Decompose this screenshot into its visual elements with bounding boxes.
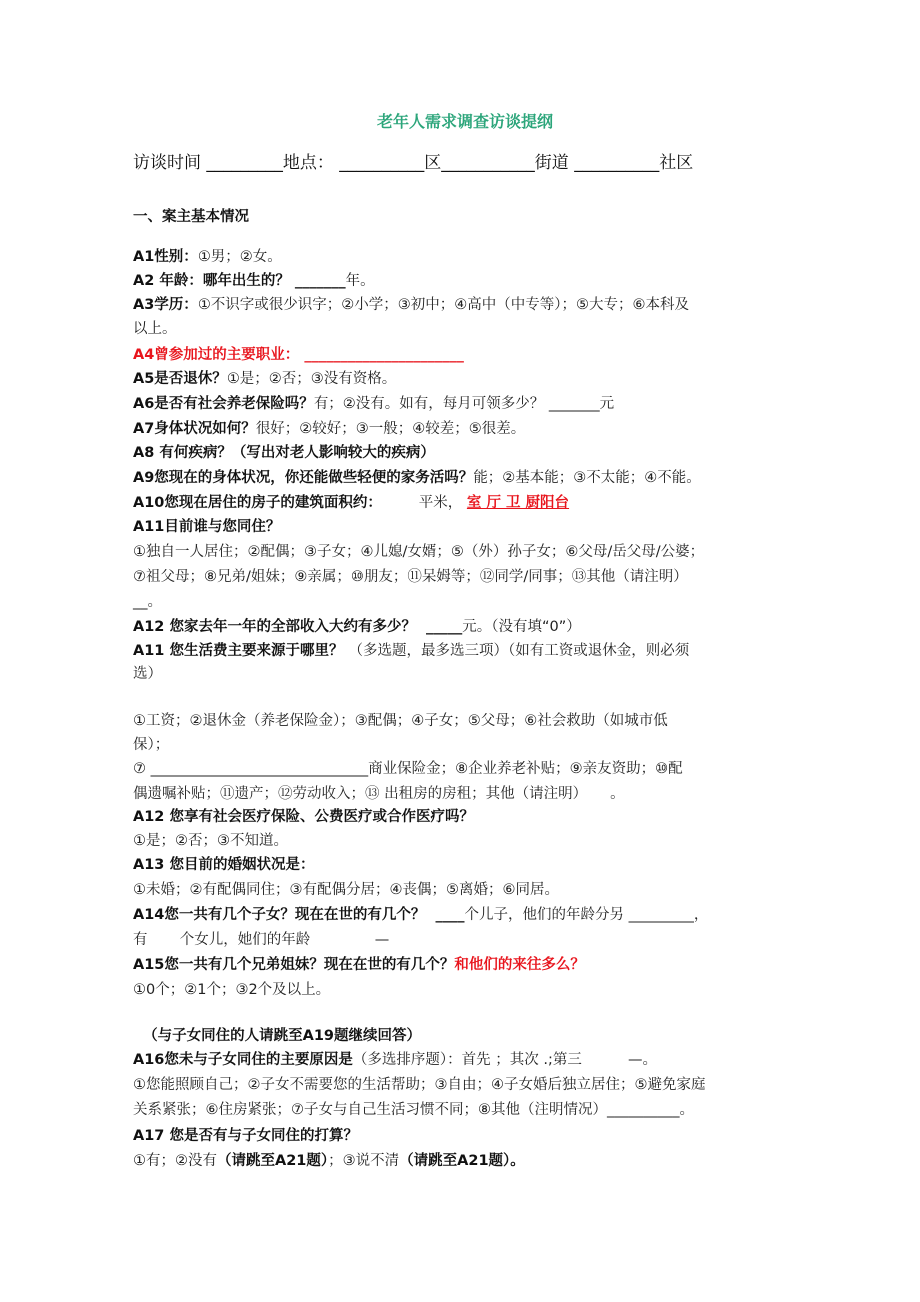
line-text: 元。（没有填“0”） [462,619,581,635]
document-line [133,759,683,779]
document-line [133,592,162,612]
document-line [133,1026,421,1046]
document-line [133,271,375,291]
question-text: （请跳至A21题） [217,1153,329,1169]
line-text: 年。 [345,273,375,289]
question-text: A17 您是否有与子女同住的打算？ [133,1128,358,1144]
document-line [133,617,581,637]
line-text: 有 个女儿，她们的年龄 — [133,932,390,948]
document-line [133,247,282,267]
highlighted-text: 室 厅 卫 厨阳台 [466,495,570,511]
document-line [133,664,162,684]
document-line [133,345,464,365]
document-line [133,807,474,827]
document-line [133,369,396,389]
line-text: 关系紧张；⑥住房紧张；⑦子女与自己生活习惯不同；⑧其他（注明情况）__________。 [133,1102,694,1118]
question-text: A8 有何疾病？（写出对老人影响较大的疾病） [133,445,435,461]
line-text: 保）； [133,737,170,753]
question-text: A6是否有社会养老保险吗？ [133,396,314,412]
line-text: （多选题，最多选三项）（如有工资或退休金，则必须 [348,643,690,659]
line-text: ①独自一人居住；②配偶；③子女；④儿媳/女婿；⑤（外）孙子女；⑥父母/岳父母/公婆； [133,544,705,560]
question-text: A13 您目前的婚姻状况是： [133,857,315,873]
document-line [133,419,525,439]
document-line [133,517,280,537]
document-line [133,207,249,227]
line-text: 以上。 [133,321,177,337]
question-text: （请跳至A21题）。 [399,1153,525,1169]
question-text: A15您一共有几个兄弟姐妹？现在在世的有几个？ [133,957,455,973]
document-line [133,443,435,463]
line-text: ①是；②否；③不知道。 [133,833,288,849]
highlighted-text: A4曾参加过的主要职业： ______________________ [133,347,464,363]
line-text: 个儿子，他们的年龄分另 _________， [464,907,709,923]
question-text: A7身体状况如何？ [133,421,256,437]
question-text: A9您现在的身体状况，你还能做些轻便的家务活吗？ [133,470,474,486]
document-line [133,394,614,414]
line-text: 平米， [381,495,467,511]
document-line [133,641,689,661]
highlighted-text: 和他们的来往多么？ [454,957,585,973]
line-text: 有；②没有。如有，每月可领多少？ _______元 [313,396,615,412]
line-text: ①男；②女。 [197,249,282,265]
document-line [133,319,177,339]
document-line [133,493,569,513]
document-line [133,905,708,925]
question-text: 一、案主基本情况 [133,209,249,225]
line-text: ⑦ ______________________________商业保险金；⑧企业养老补贴；⑨亲友资助；⑩配 [133,761,683,777]
line-text: ①有；②没有 [133,1153,217,1169]
document-line [133,468,701,488]
document-line [133,980,330,1000]
question-text: A11目前谁与您同住？ [133,519,281,535]
line-text: ；③说不清 [328,1153,400,1169]
document-line [133,930,389,950]
question-text: （与子女同住的人请跳至A19题继续回答） [133,1028,421,1044]
line-text: ①工资；②退休金（养老保险金）；③配偶；④子女；⑤父母；⑥社会救助（如城市低 [133,713,668,729]
document-line [133,295,689,315]
question-text: A10您现在居住的房子的建筑面积约： [133,495,382,511]
question-text: A12 您家去年一年的全部收入大约有多少？ _____ [133,619,463,635]
document-line [133,955,585,975]
document-line [133,784,625,804]
question-text: A1性别： [133,249,198,265]
question-text: A12 您享有社会医疗保险、公费医疗或合作医疗吗？ [133,809,474,825]
document-line [133,880,559,900]
line-text: ①是；②否；③没有资格。 [226,371,397,387]
document-line [133,1151,525,1171]
document-line [133,1100,694,1120]
document-line [133,567,688,587]
document-line [133,1075,706,1095]
document-line [133,855,314,875]
question-text: A2 年龄：哪年出生的？ _______ [133,273,346,289]
line-text: ①未婚；②有配偶同住；③有配偶分居；④丧偶；⑤离婚；⑥同居。 [133,882,559,898]
question-text: A3学历： [133,297,198,313]
line-text: 能；②基本能；③不太能；④不能。 [473,470,701,486]
document-line [133,1050,657,1070]
line-text: ①您能照顾自己；②子女不需要您的生活帮助；③自由；④子女婚后独立居住；⑤避免家庭 [133,1077,706,1093]
question-text: A11 您生活费主要来源于哪里？ [133,643,349,659]
line-text: ⑦祖父母；⑧兄弟/姐妹；⑨亲属；⑩朋友；⑪呆姆等；⑫同学/同事；⑬其他（请注明） [133,569,688,585]
line-text: ①0个；②1个；③2个及以上。 [133,982,331,998]
question-text: A16您未与子女同住的主要原因是 [133,1052,353,1068]
line-text: 很好；②较好；③一般；④较差；⑤很差。 [255,421,526,437]
interview-header: 访谈时间 _________地点： __________区___________街道 __________社区 [133,153,694,173]
document-line [133,735,169,755]
line-text: 选） [133,666,162,682]
line-text: 偶遗嘱补贴；⑪遗产；⑫劳动收入；⑬ 出租房的房租；其他（请注明） 。 [133,786,625,802]
line-text: （多选排序题）：首先 ；其次 .;第三 —。 [352,1052,657,1068]
line-text: ①不识字或很少识字；②小学；③初中；④高中（中专等）；⑤大专；⑥本科及 [197,297,690,313]
document-line [133,542,704,562]
document-line [133,831,288,851]
document-title: 老年人需求调查访谈提纲 [376,112,553,131]
document-line [133,1126,358,1146]
line-text: __。 [133,594,162,610]
question-text: A5是否退休？ [133,371,227,387]
document-line [133,711,668,731]
question-text: A14您一共有几个子女？现在在世的有几个？ ____ [133,907,465,923]
